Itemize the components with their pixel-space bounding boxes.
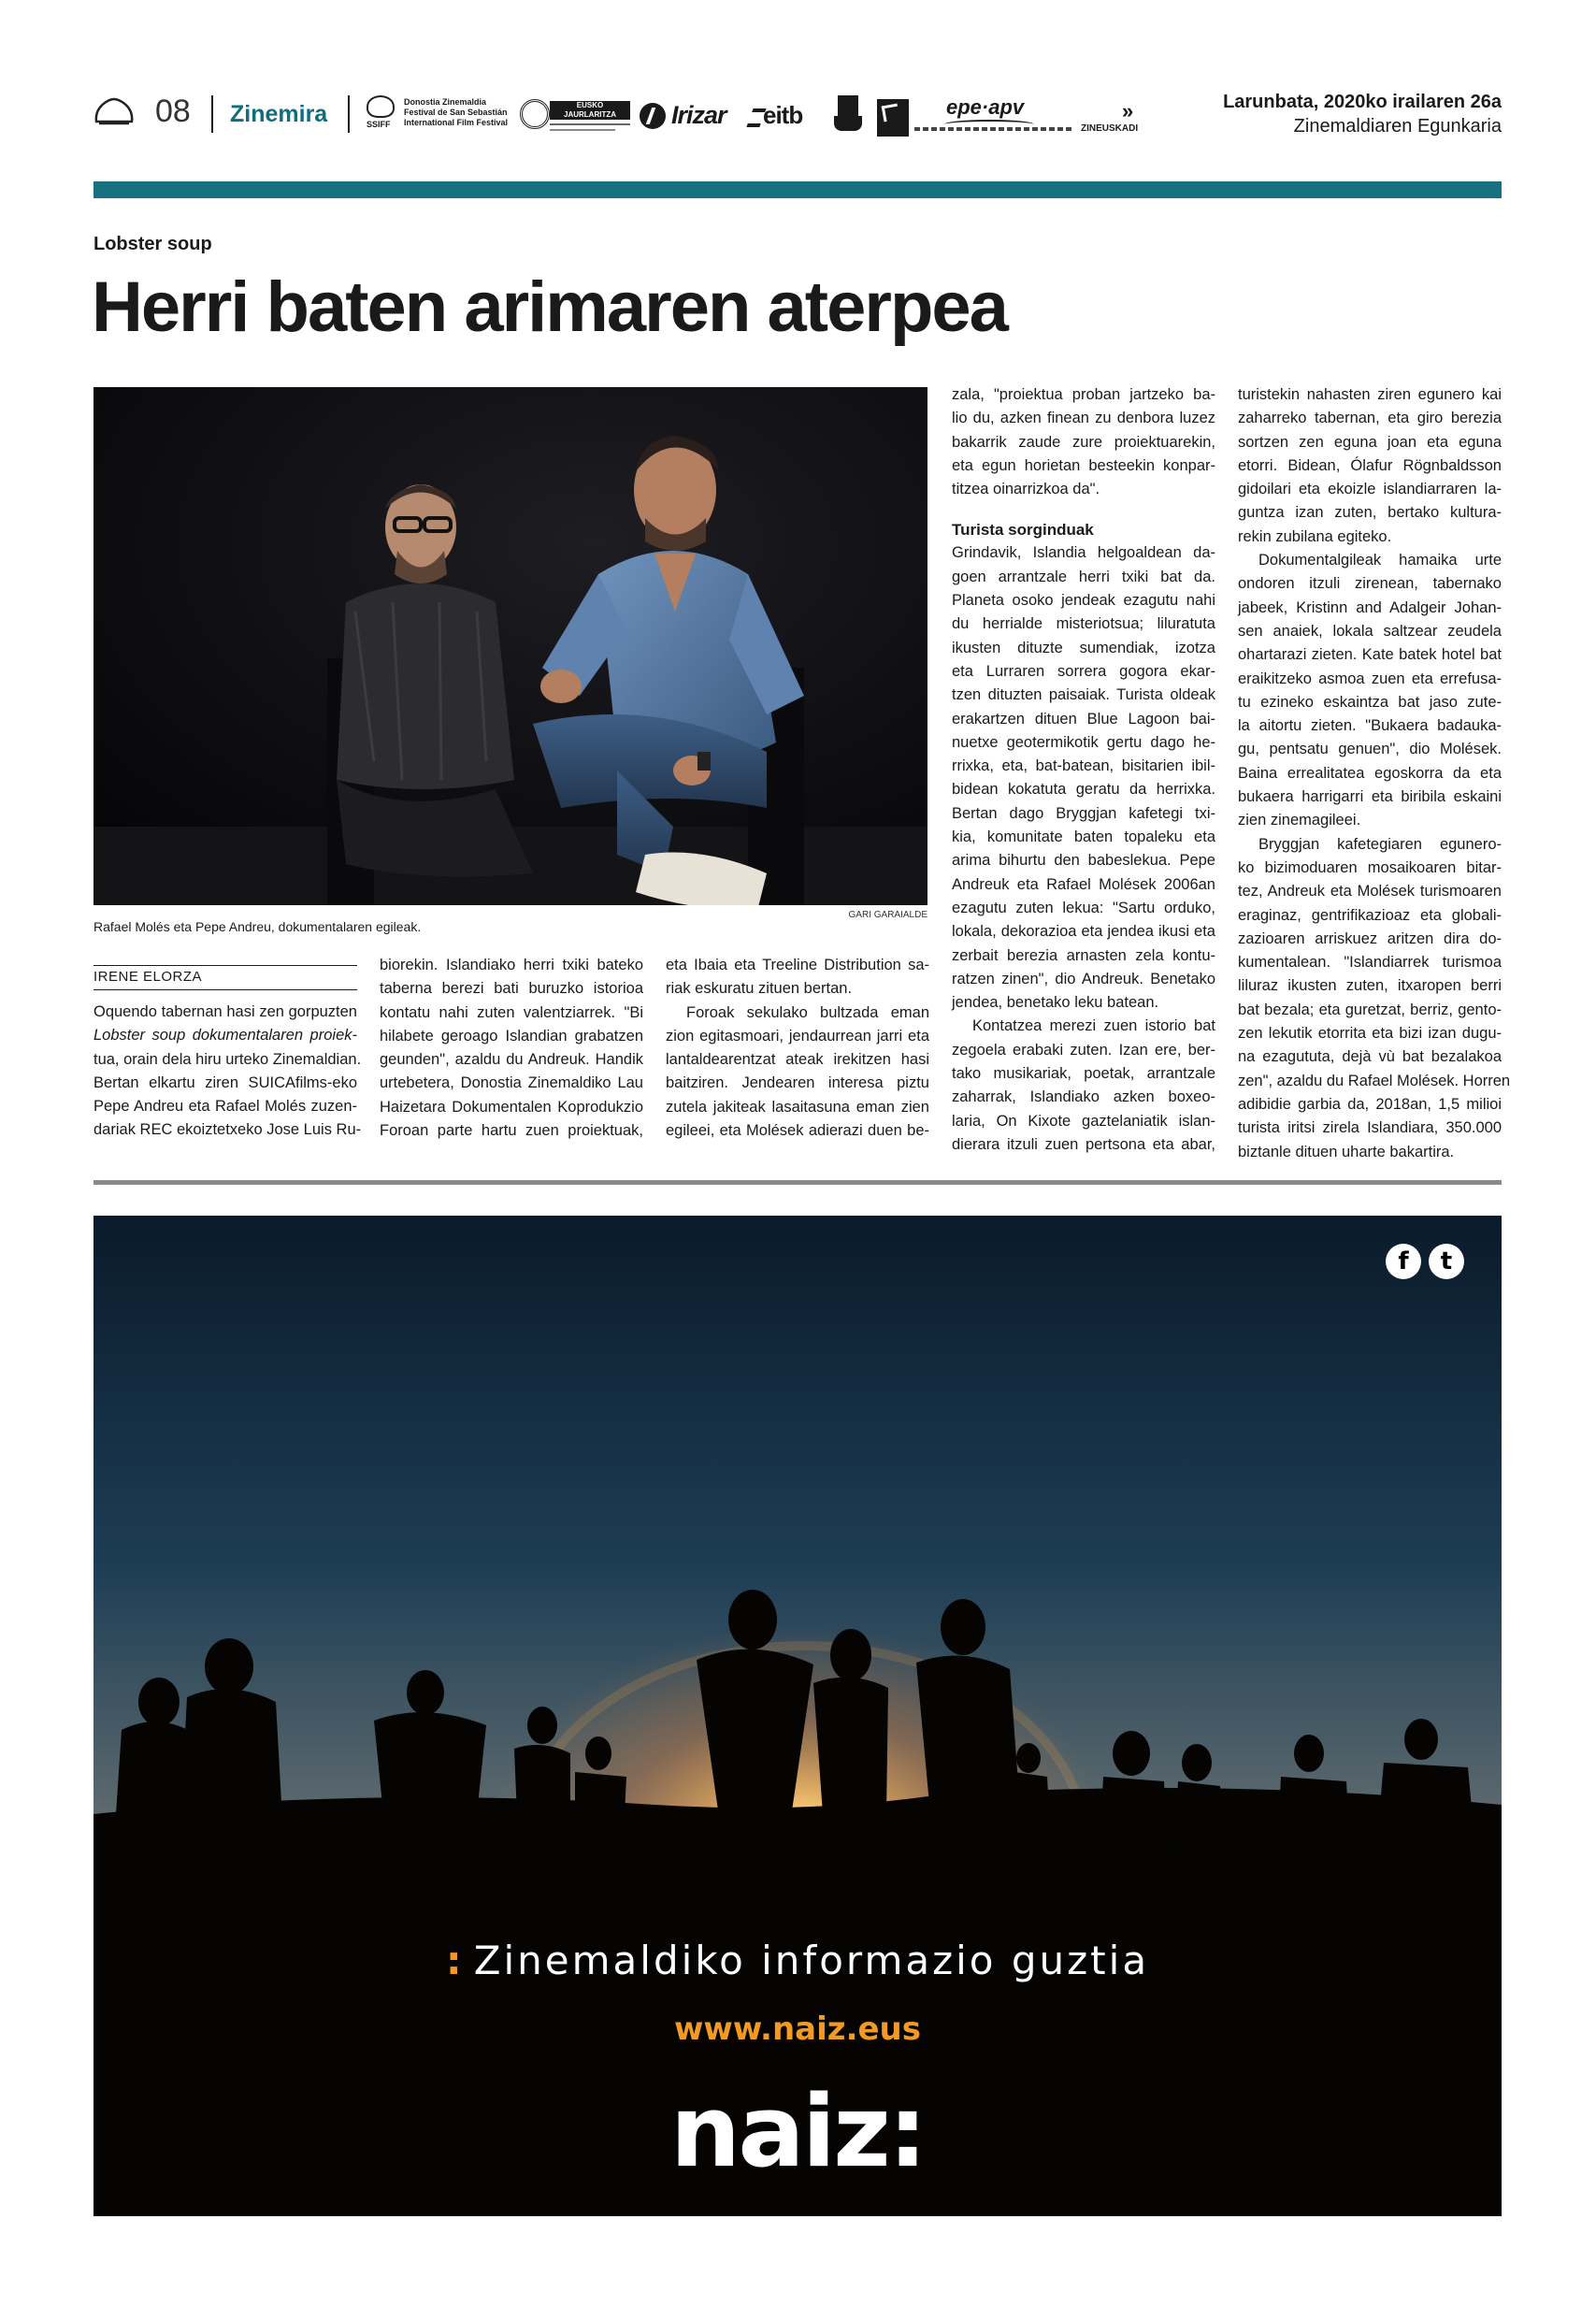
subheading: Turista sorginduak <box>952 521 1094 540</box>
text-line: tzen dituzten paisaiak. Turista oldeak <box>952 686 1215 704</box>
text-line: eraginaz, gentrifikazioaz eta globali- <box>1238 906 1502 924</box>
text-line: kontatu nahi zuten valentziarrek. "Bi <box>380 1003 643 1021</box>
text-line: titzea oinarrizkoa da". <box>952 481 1100 498</box>
text-line: kia, komunitate baten topaleku eta <box>952 829 1215 846</box>
text-line: sortzen zen eguna joan eta eguna <box>1238 433 1502 451</box>
text-line: biztanle dituen uharte bakartira. <box>1238 1143 1455 1160</box>
text-line: urtebetera, Donostia Zinemaldiko Lau <box>380 1074 643 1092</box>
text-line: eraikitzeko asmoa zuen eta errefusa- <box>1238 670 1502 687</box>
section-name: Zinemira <box>230 101 328 127</box>
article-column-5 <box>1238 383 1511 1164</box>
text-line: zegoela erabaki zuten. Izan ere, ber- <box>952 1041 1215 1059</box>
section-rule <box>93 1180 1502 1185</box>
text-line: Haizetara Dokumentalen Koprodukzio <box>380 1098 643 1116</box>
text-line: eta Lurraren sorrera gogora ekar- <box>952 662 1215 680</box>
byline-rule <box>93 989 357 990</box>
text-line: sen anaiek, lokala saltzear zeudela <box>1238 622 1502 640</box>
text-line: zien zinemagileei. <box>1238 812 1361 829</box>
text-line: Baina errealitatea egoskorra da eta <box>1238 764 1502 782</box>
tagline-text: Zinemaldiko informazio guztia <box>473 1938 1150 1983</box>
twitter-icon[interactable]: t <box>1429 1244 1464 1279</box>
ssiff-logo: SSIFF Donostia Zinemaldia Festival de San Sebastián International Film Festival <box>367 97 509 129</box>
text-line: tako musikariak, poetak, arrantzale <box>952 1065 1215 1083</box>
text-line: Oquendo tabernan hasi zen gorpuzten <box>93 1003 357 1020</box>
article-photo <box>93 387 927 905</box>
text-line: arima bihurtu den babeslekua. Pepe <box>952 852 1215 870</box>
text-line: lokala, dekorazioa eta jendea ikusi eta <box>952 923 1215 941</box>
text-line: zen lekutik etorrita eta bizi izan dugu- <box>1238 1025 1502 1043</box>
header-teal-bar <box>93 181 1502 198</box>
text-line: geunden", azaldu du Andreuk. Handik <box>380 1051 643 1069</box>
text-line: Lobster soup dokumentalaren proiek- <box>93 1027 357 1045</box>
text-line: jendea, benetako leku batean. <box>952 994 1159 1012</box>
text-line: erakartzen dituen Blue Lagoon bai- <box>952 710 1215 728</box>
text-line: taberna berezi bati buruzko istorioa <box>380 980 643 998</box>
text-line: gu, pentsatu genuen", dio Molések. <box>1238 741 1502 758</box>
ad-sunset-photo <box>93 1216 1502 2216</box>
text-line: zala, "proiektua proban jartzeko ba- <box>952 386 1215 403</box>
text-line: ratzen zinen", dio Andreuk. Benetako <box>952 970 1215 987</box>
text-line: jabeek, Kristinn and Adalgeir Johan- <box>1238 598 1502 616</box>
header-divider <box>348 95 350 133</box>
irizar-logo: Irizar <box>640 99 739 133</box>
text-line: lio du, azken finean zu denbora luzez <box>952 410 1215 427</box>
date-block <box>1223 90 1502 138</box>
byline-rule <box>93 965 357 966</box>
text-line: Kontatzea merezi zuen istorio bat <box>972 1017 1215 1035</box>
text-line: ohartarazi zieten. Kate batek hotel bat <box>1238 646 1502 664</box>
byline: IRENE ELORZA <box>93 969 203 985</box>
text-line: etorri. Bidean, Ólafur Rögnbaldsson <box>1238 456 1502 474</box>
zineuskadi-logo: » ZINEUSKADI <box>1081 99 1139 134</box>
shell-icon <box>93 97 135 129</box>
issue-date: Larunbata, 2020ko irailaren 26a <box>1223 92 1502 112</box>
text-line: goen arrantzale herri txiki bat da. <box>952 568 1215 585</box>
text-line: bakarrik zaude zure proiektuarekin, <box>952 433 1215 451</box>
text-line: gidoilari eta ekoizle islandiarraren la- <box>1238 481 1502 498</box>
article-column-3 <box>666 954 929 1143</box>
photo-credit: GARI GARAIALDE <box>848 910 927 920</box>
text-line: ko bizimoduaren mosaikoaren bitar- <box>1238 858 1502 876</box>
text-line: lantaldearentzat ateak irekitzen hasi <box>666 1051 929 1069</box>
text-line: bat bezala; eta guretzat, berriz, gento- <box>1238 1001 1502 1018</box>
text-line: dierara itzuli zuen pertsona eta abar, <box>952 1135 1215 1153</box>
text-line: ikusten dituzte sumendiak, izotza <box>952 639 1215 656</box>
naiz-advertisement[interactable] <box>93 1216 1502 2216</box>
facebook-icon[interactable]: f <box>1386 1244 1421 1279</box>
text-line: turistekin nahasten ziren egunero kai <box>1238 386 1502 403</box>
text-line: nuetxe geotermikotik gertu dago he- <box>952 733 1215 751</box>
social-links <box>1386 1244 1464 1281</box>
text-line: Bertan elkartu ziren SUICAfilms-eko <box>93 1074 357 1091</box>
page-number: 08 <box>155 94 191 129</box>
text-line: baitziren. Jendearen interesa piztu <box>666 1074 929 1092</box>
text-line: ondoren itzuli zirenean, tabernako <box>1238 575 1502 593</box>
text-line: kumentalean. "Islandiarrek turismoa <box>1238 954 1502 972</box>
text-line: Planeta osoko jendeak ezagutu nahi <box>952 592 1215 610</box>
article-column-4 <box>952 383 1215 1157</box>
photo-caption: Rafael Molés eta Pepe Andreu, dokumentalaren egileak. <box>93 919 422 934</box>
text-line: laria, On Kixote gaztelaniatik islan- <box>952 1112 1215 1130</box>
article-kicker: Lobster soup <box>93 234 212 254</box>
text-line: Andreuk eta Rafael Molések 2006an <box>952 875 1215 893</box>
text-line: eta egun horietan besteekin konpar- <box>952 456 1215 474</box>
text-line: na ezagututa, dejà vù bat bezalakoa <box>1238 1048 1502 1066</box>
article-column-1 <box>93 1001 362 1143</box>
publication-name: Zinemaldiaren Egunkaria <box>1293 116 1502 137</box>
text-line: Foroan parte hartu zuen proiektuak, <box>380 1122 643 1140</box>
text-line: dariak REC ekoiztetxeko Jose Luis Ru- <box>93 1121 362 1139</box>
tagline-mark: : <box>445 1938 465 1983</box>
text-line: Bryggjan kafetegiaren egunero- <box>1258 835 1502 853</box>
epe-apv-logo: epe·apv <box>914 95 1071 138</box>
text-line: zion egitasmoari, jendaurrean jarri eta <box>666 1027 929 1045</box>
text-line: zaharrak, Islandiako azken boxeo- <box>952 1088 1215 1106</box>
gobierno-vasco-logo: EUSKO JAURLARITZA <box>520 99 632 140</box>
ad-tagline <box>93 1938 1502 1983</box>
text-line: rekin zubilana egiteko. <box>1238 527 1392 545</box>
text-line: bidean kokatuta geratu da herrixka. <box>952 781 1215 799</box>
text-line: du herrialde misteriotsua; liluratuta <box>952 615 1215 633</box>
text-line: Foroak sekulako bultzada eman <box>686 1003 929 1021</box>
text-line: zutela jakiteak lasaitasuna eman zien <box>666 1098 929 1116</box>
text-line: eta Ibaia eta Treeline Distribution sa- <box>666 957 929 973</box>
text-line: zaharreko tabernan, eta giro berezia <box>1238 410 1502 427</box>
eitb-logo: eitb <box>750 99 825 133</box>
text-line: turista iritsi zirela Islandiara, 350.000 <box>1238 1119 1502 1137</box>
text-line: zerbait berezia arnasten zela kontu- <box>952 946 1215 964</box>
text-line: adibidie garbia da, 2018an, 1,5 milioi <box>1238 1095 1502 1113</box>
text-line: tu ezineko eskaintza bat jaso zute- <box>1238 693 1502 711</box>
text-line: Grindavik, Islandia helgoaldean da- <box>952 544 1215 562</box>
text-line: zen", azaldu du Rafael Molések. Horren <box>1238 1072 1511 1089</box>
header-divider <box>211 95 213 133</box>
text-line: tua, orain dela hiru urteko Zinemaldian. <box>93 1050 362 1068</box>
square-logo <box>877 99 909 137</box>
text-line: liluraz ikusten zuten, itxaropen berri <box>1238 977 1502 995</box>
page-header <box>93 90 1502 146</box>
article-column-2 <box>380 954 643 1143</box>
building-logo <box>834 95 868 137</box>
text-line: bukaera harrigarri eta biribila eskaini <box>1238 788 1502 806</box>
naiz-logo: naiz: <box>669 2074 926 2189</box>
text-line: Dokumentalgileak hamaika urte <box>1258 552 1502 569</box>
text-line: Bertan dago Bryggjan kafetegi txi- <box>952 804 1215 822</box>
text-line: la aitortu zieten. "Bukaera badauka- <box>1238 717 1502 735</box>
text-line: riak eskuratu zituen bertan. <box>666 980 853 998</box>
text-line: hilabete geroago Islandian grabatzen <box>380 1027 643 1045</box>
ad-url-link[interactable]: www.naiz.eus <box>674 2010 921 2048</box>
text-line: rrixka, eta, bat-batean, bisitarien ibil- <box>952 757 1215 775</box>
text-line: zazioaren arriskuez aritzen dira do- <box>1238 929 1502 947</box>
text-line: biorekin. Islandiako herri txiki bateko <box>380 957 643 973</box>
text-line: tez, Andreuk eta Molések turismoaren <box>1238 883 1502 901</box>
text-line: ezagutu zuten lekua: "Sartu orduko, <box>952 899 1215 916</box>
text-line: guntza izan zuten, bertako kultura- <box>1238 504 1502 522</box>
article-headline: Herri baten arimaren aterpea <box>92 267 1007 347</box>
text-line: Pepe Andreu eta Rafael Molés zuzen- <box>93 1098 357 1116</box>
text-line: egileei, eta Molések adierazi duen be- <box>666 1122 929 1140</box>
